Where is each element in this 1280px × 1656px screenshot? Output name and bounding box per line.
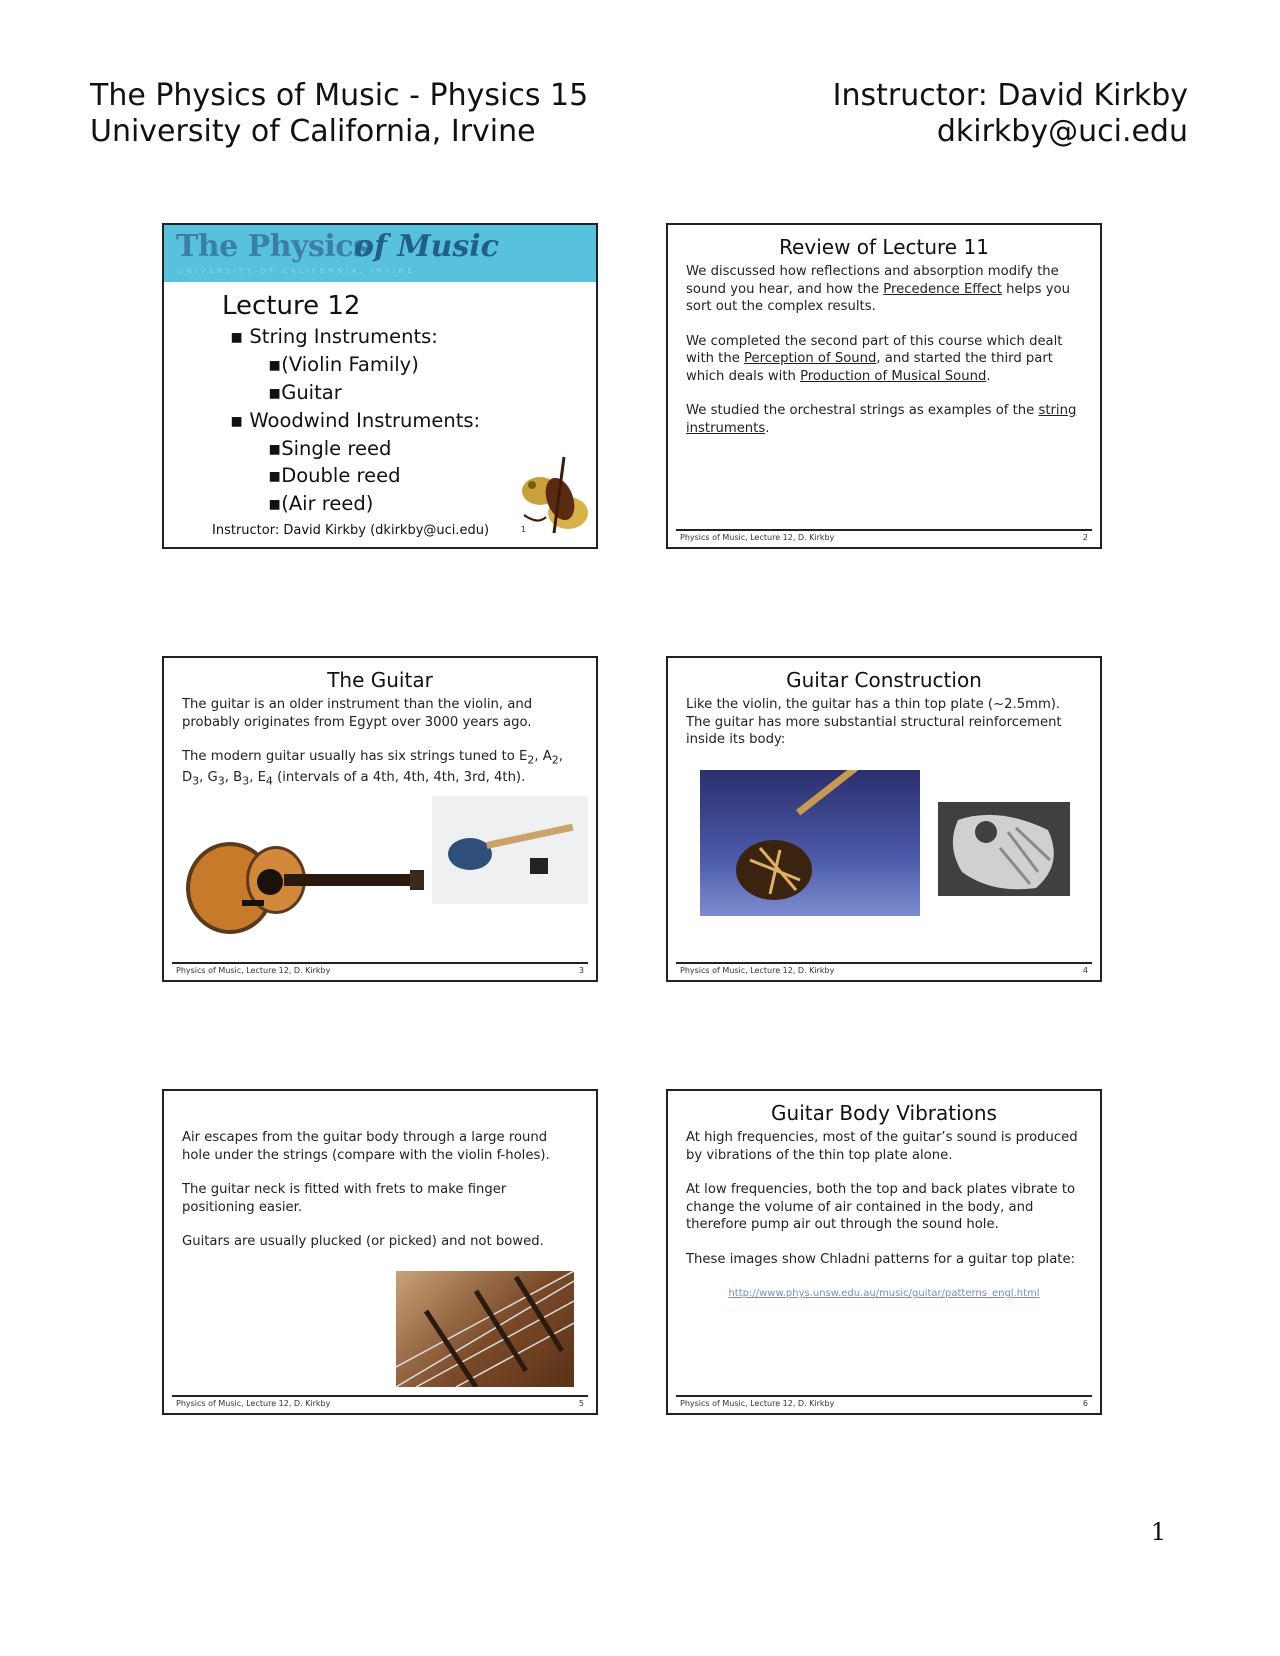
paragraph-2: The guitar neck is fitted with frets to make finger positioning easier.	[182, 1182, 507, 1215]
lecture-title: Lecture 12	[222, 291, 361, 321]
paragraph-3: Guitars are usually plucked (or picked) and not bowed.	[182, 1234, 544, 1249]
production-of-musical-sound-link[interactable]: Production of Musical Sound	[800, 368, 987, 384]
slide-1	[162, 223, 598, 549]
footer-rule	[172, 1395, 588, 1397]
electric-guitar-image	[432, 796, 588, 904]
page-header-right	[833, 78, 1188, 150]
chladni-patterns-link[interactable]: http://www.phys.unsw.edu.au/music/guitar/patterns_engl.html	[728, 1288, 1040, 1299]
slide-instructor-line: Instructor: David Kirkby (dkirkby@uci.edu)	[212, 523, 490, 538]
slide-title: Guitar Body Vibrations	[771, 1101, 997, 1125]
paragraph-2: We completed the second part of this course which dealt with the Perception of Sound, and started the third part which deals with Production of Musical Sound.	[686, 333, 1063, 384]
slide-body	[686, 696, 1082, 766]
paragraph-3: We studied the orchestral strings as examples of the string instruments.	[686, 403, 1077, 436]
footer-text: Physics of Music, Lecture 12, D. Kirkby	[176, 1399, 331, 1408]
slide-number: 5	[578, 1399, 584, 1408]
bullet-double-reed: ▪Double reed	[268, 464, 401, 487]
banner-subtitle: UNIVERSITY OF CALIFORNIA, IRVINE	[178, 267, 416, 275]
guitar-top-plate-bracing-image	[938, 802, 1070, 896]
instructor-email: dkirkby@uci.edu	[936, 114, 1188, 149]
slide-body	[182, 696, 578, 807]
slide-5	[162, 1089, 598, 1415]
slide-2	[666, 223, 1102, 549]
paragraph-2: At low frequencies, both the top and back plates vibrate to change the volume of air contained in the body, and therefore pump air out through the sound hole.	[686, 1182, 1076, 1232]
bullet-single-reed: ▪Single reed	[268, 437, 392, 460]
paragraph-1: The guitar is an older instrument than the violin, and probably originates from Egypt over 3000 years ago.	[182, 697, 533, 730]
footer-rule	[676, 1395, 1092, 1397]
cartoon-cello-image	[516, 455, 592, 539]
instructor-name: Instructor: David Kirkby	[832, 78, 1188, 113]
paragraph-1: At high frequencies, most of the guitar’s sound is produced by vibrations of the thin top plate alone.	[686, 1130, 1078, 1163]
guitar-bracing-render-image	[700, 770, 920, 916]
banner-title-physics: The Physics	[176, 229, 370, 264]
paragraph-1: We discussed how reflections and absorption modify the sound you hear, and how the Precedence Effect helps you sort out the complex results.	[686, 264, 1070, 314]
bullet-string-instruments: ▪ String Instruments:	[230, 325, 438, 348]
footer-text: Physics of Music, Lecture 12, D. Kirkby	[680, 966, 835, 975]
course-banner	[164, 225, 596, 282]
perception-of-sound-link[interactable]: Perception of Sound	[744, 351, 877, 366]
paragraph-3: These images show Chladni patterns for a guitar top plate:	[686, 1251, 1076, 1267]
slide-footer	[680, 966, 1088, 975]
bullet-air-reed: ▪(Air reed)	[268, 492, 374, 515]
slide-footer	[680, 533, 1088, 542]
footer-rule	[172, 962, 588, 964]
precedence-effect-link[interactable]: Precedence Effect	[883, 281, 1002, 297]
slide-3	[162, 656, 598, 982]
slide-number: 4	[1082, 966, 1088, 975]
paragraph-1: Air escapes from the guitar body through a large round hole under the strings (compare with the violin f-holes).	[182, 1130, 550, 1163]
slide-footer	[176, 1399, 584, 1408]
slide-number: 2	[1082, 533, 1088, 542]
slide-number: 3	[578, 966, 584, 975]
slide-footer	[176, 966, 584, 975]
slide-title: Guitar Construction	[786, 668, 982, 692]
footer-text: Physics of Music, Lecture 12, D. Kirkby	[176, 966, 331, 975]
footer-text: Physics of Music, Lecture 12, D. Kirkby	[680, 533, 835, 542]
footer-text: Physics of Music, Lecture 12, D. Kirkby	[680, 1399, 835, 1408]
bullet-violin-family: ▪(Violin Family)	[268, 353, 419, 376]
slide-4	[666, 656, 1102, 982]
slide-body	[686, 1129, 1082, 1320]
slide-footer	[680, 1399, 1088, 1408]
slide-title: Review of Lecture 11	[779, 235, 989, 259]
bullet-woodwind-instruments: ▪ Woodwind Instruments:	[230, 409, 481, 432]
slide-title: The Guitar	[327, 668, 433, 692]
string-instruments-link[interactable]: string instruments	[686, 403, 1077, 436]
footer-rule	[676, 529, 1092, 531]
course-title: The Physics of Music - Physics 15	[90, 78, 589, 113]
bullet-guitar: ▪Guitar	[268, 381, 342, 404]
slide-body	[182, 1129, 578, 1268]
slide-6	[666, 1089, 1102, 1415]
slide-number: 6	[1082, 1399, 1088, 1408]
slide-number: 1	[520, 525, 526, 534]
paragraph-1: Like the violin, the guitar has a thin top plate (~2.5mm). The guitar has more substantial structural reinforcement inside its body:	[686, 697, 1062, 747]
paragraph-2: The modern guitar usually has six strings tuned to $E_2$, $A_2$, $D_3$, $G_3$, $B_3$, $E_4$ (intervals of a 4th, 4th, 4th, 3rd, 4th).	[182, 749, 563, 788]
university-name: University of California, Irvine	[90, 114, 536, 149]
banner-title-music: of Music	[354, 229, 499, 264]
page-number: 1	[1150, 1518, 1166, 1546]
footer-rule	[676, 962, 1092, 964]
guitar-frets-photo	[396, 1271, 574, 1387]
page-header-left	[90, 78, 588, 150]
acoustic-guitar-image	[184, 808, 426, 940]
slide-body	[686, 263, 1082, 454]
